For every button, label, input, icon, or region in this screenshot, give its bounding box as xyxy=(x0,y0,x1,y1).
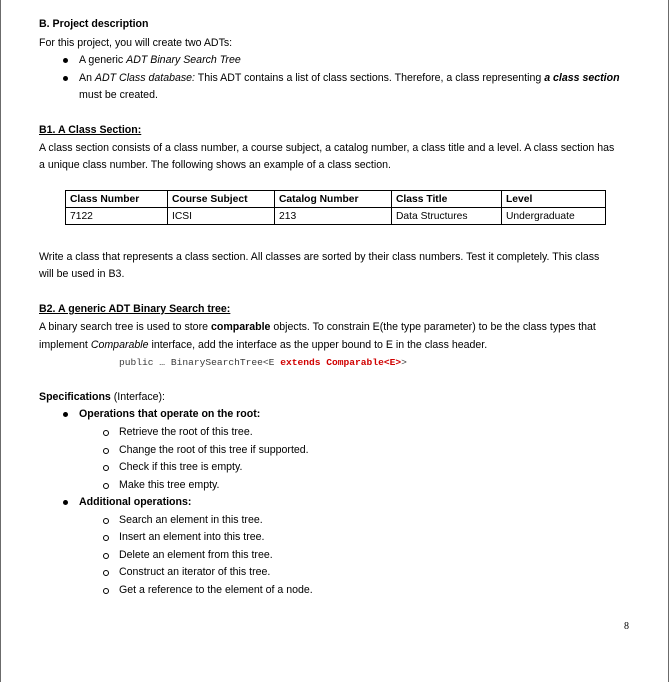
circle-bullet-icon xyxy=(103,553,109,559)
additional-operations-heading: Additional operations: xyxy=(79,496,192,508)
table-cell: ICSI xyxy=(168,208,275,225)
list-item: Search an element in this tree. xyxy=(119,514,263,526)
bullet-icon xyxy=(63,412,68,417)
circle-bullet-icon xyxy=(103,430,109,436)
section-b1-heading: B1. A Class Section: xyxy=(39,124,142,136)
section-b-intro: For this project, you will create two ADTs: xyxy=(39,37,233,49)
circle-bullet-icon xyxy=(103,448,109,454)
list-item: Change the root of this tree if supported. xyxy=(119,444,309,456)
b1-paragraph-line1: A class section consists of a class number, a course subject, a catalog number, a class title and a level. A class section has xyxy=(39,142,615,154)
table-header-cell: Course Subject xyxy=(168,191,275,208)
list-item: Delete an element from this tree. xyxy=(119,549,273,561)
table-header-cell: Class Title xyxy=(392,191,502,208)
circle-bullet-icon xyxy=(103,570,109,576)
section-b2-heading: B2. A generic ADT Binary Search tree: xyxy=(39,303,231,315)
specifications-heading: Specifications (Interface): xyxy=(39,391,165,403)
circle-bullet-icon xyxy=(103,465,109,471)
table-header-cell: Level xyxy=(502,191,606,208)
bullet-icon xyxy=(63,500,68,505)
adt-item-2-cont: must be created. xyxy=(79,89,158,101)
table-header-row xyxy=(66,191,606,208)
circle-bullet-icon xyxy=(103,588,109,594)
table-header-cell: Class Number xyxy=(66,191,168,208)
list-item: Make this tree empty. xyxy=(119,479,220,491)
table-cell: 7122 xyxy=(66,208,168,225)
circle-bullet-icon xyxy=(103,535,109,541)
adt-item-2: An ADT Class database: This ADT contains a list of class sections. Therefore, a class representing a class section xyxy=(79,72,620,84)
list-item: Insert an element into this tree. xyxy=(119,531,265,543)
b2-paragraph-line1: A binary search tree is used to store comparable objects. To constrain E(the type parameter) to be the class types that xyxy=(39,321,596,333)
table-header-cell: Catalog Number xyxy=(275,191,392,208)
section-b-heading: B. Project description xyxy=(39,18,149,30)
b1-after-line2: will be used in B3. xyxy=(39,268,125,280)
b1-paragraph-line2: a unique class number. The following shows an example of a class section. xyxy=(39,159,391,171)
bullet-icon xyxy=(63,76,68,81)
class-section-table xyxy=(65,190,606,225)
bullet-icon xyxy=(63,58,68,63)
circle-bullet-icon xyxy=(103,518,109,524)
table-cell: 213 xyxy=(275,208,392,225)
list-item: Retrieve the root of this tree. xyxy=(119,426,253,438)
table-cell: Undergraduate xyxy=(502,208,606,225)
b2-paragraph-line2: implement Comparable interface, add the interface as the upper bound to E in the class header. xyxy=(39,339,488,351)
class-header-code: public … BinarySearchTree<E extends Comparable<E>> xyxy=(119,357,407,368)
root-operations-heading: Operations that operate on the root: xyxy=(79,408,261,420)
b1-after-line1: Write a class that represents a class section. All classes are sorted by their class numbers. Test it completely. This class xyxy=(39,251,600,263)
list-item: Get a reference to the element of a node. xyxy=(119,584,313,596)
circle-bullet-icon xyxy=(103,483,109,489)
table-row xyxy=(66,208,606,225)
page-number: 8 xyxy=(624,621,629,632)
list-item: Construct an iterator of this tree. xyxy=(119,566,271,578)
table-cell: Data Structures xyxy=(392,208,502,225)
adt-item-1: A generic ADT Binary Search Tree xyxy=(79,54,241,66)
list-item: Check if this tree is empty. xyxy=(119,461,243,473)
